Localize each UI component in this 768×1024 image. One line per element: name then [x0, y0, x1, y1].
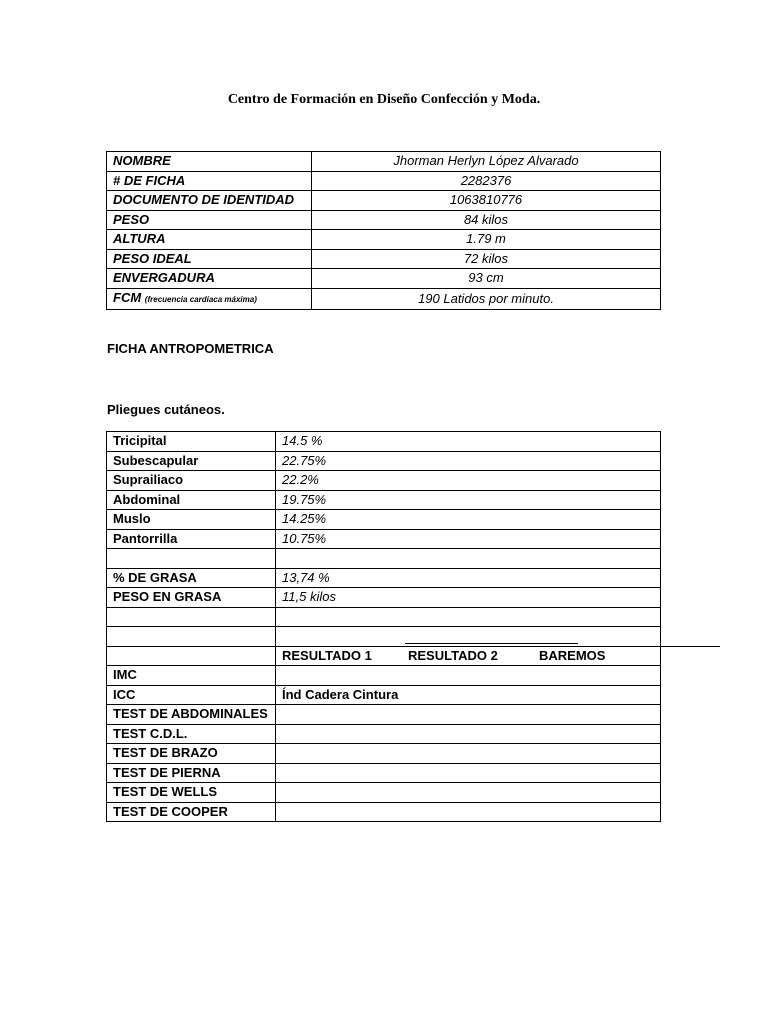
row-label: NOMBRE	[107, 152, 312, 172]
row-label: Muslo	[107, 510, 276, 530]
row-value: 22.75%	[276, 451, 661, 471]
row-label: TEST C.D.L.	[107, 724, 276, 744]
resultado-1-header: RESULTADO 1	[282, 647, 372, 663]
personal-info-table	[106, 151, 661, 310]
row-label: # DE FICHA	[107, 171, 312, 191]
row-value: 2282376	[312, 171, 661, 191]
row-label: TEST DE PIERNA	[107, 763, 276, 783]
fcm-label-cell	[107, 288, 312, 309]
row-value	[276, 744, 661, 764]
empty-row	[107, 607, 661, 627]
table-row	[107, 802, 661, 822]
table-row	[107, 568, 661, 588]
row-label: Suprailiaco	[107, 471, 276, 491]
row-label: ICC	[107, 685, 276, 705]
table-row	[107, 588, 661, 608]
row-value: 72 kilos	[312, 249, 661, 269]
table-row	[107, 230, 661, 250]
divider-line	[578, 646, 720, 647]
table-row	[107, 783, 661, 803]
row-value	[276, 763, 661, 783]
fcm-note: (frecuencia cardíaca máxima)	[144, 294, 257, 304]
table-row	[107, 685, 661, 705]
empty-cell	[107, 549, 276, 569]
row-label: IMC	[107, 666, 276, 686]
row-value: 10.75%	[276, 529, 661, 549]
row-label: Tricipital	[107, 432, 276, 452]
baremos-header: BAREMOS	[539, 647, 606, 663]
table-row	[107, 744, 661, 764]
table-row	[107, 510, 661, 530]
row-label: PESO EN GRASA	[107, 588, 276, 608]
table-row	[107, 451, 661, 471]
skinfold-table	[106, 431, 661, 822]
empty-cell	[107, 646, 276, 666]
row-value: Índ Cadera Cintura	[276, 685, 661, 705]
pliegues-heading: Pliegues cutáneos.	[107, 402, 225, 417]
row-value: 84 kilos	[312, 210, 661, 230]
empty-row	[107, 549, 661, 569]
fcm-value: 190 Latidos por minuto.	[312, 288, 661, 309]
empty-cell	[276, 549, 661, 569]
table-row	[107, 490, 661, 510]
row-label: TEST DE BRAZO	[107, 744, 276, 764]
row-value	[276, 783, 661, 803]
row-label: DOCUMENTO DE IDENTIDAD	[107, 191, 312, 211]
row-label: TEST DE ABDOMINALES	[107, 705, 276, 725]
table-row	[107, 432, 661, 452]
row-value: 22.2%	[276, 471, 661, 491]
table-row	[107, 666, 661, 686]
row-value: 13,74 %	[276, 568, 661, 588]
page-title: Centro de Formación en Diseño Confección y Moda.	[227, 92, 541, 107]
fcm-label: FCM	[113, 289, 142, 305]
row-label: Pantorrilla	[107, 529, 276, 549]
row-label: TEST DE COOPER	[107, 802, 276, 822]
empty-cell	[276, 607, 661, 627]
table-row	[107, 724, 661, 744]
row-label: PESO IDEAL	[107, 249, 312, 269]
resultado-2-header: RESULTADO 2	[408, 647, 498, 663]
row-value	[276, 724, 661, 744]
table-row	[107, 288, 661, 309]
empty-cell	[107, 607, 276, 627]
row-value	[276, 705, 661, 725]
row-value: 14.25%	[276, 510, 661, 530]
table-row	[107, 210, 661, 230]
results-header-row	[107, 646, 661, 666]
ficha-heading: FICHA ANTROPOMETRICA	[107, 341, 274, 356]
table-row	[107, 763, 661, 783]
results-header	[276, 646, 661, 666]
table-row	[107, 191, 661, 211]
row-label: % DE GRASA	[107, 568, 276, 588]
row-label: TEST DE WELLS	[107, 783, 276, 803]
divider-line	[405, 643, 578, 644]
row-value: 93 cm	[312, 269, 661, 289]
row-value	[276, 802, 661, 822]
table-row	[107, 705, 661, 725]
row-label: ALTURA	[107, 230, 312, 250]
table-row	[107, 269, 661, 289]
row-value	[276, 666, 661, 686]
row-value: Jhorman Herlyn López Alvarado	[312, 152, 661, 172]
row-label: Abdominal	[107, 490, 276, 510]
table-row	[107, 529, 661, 549]
row-label: PESO	[107, 210, 312, 230]
row-value: 14.5 %	[276, 432, 661, 452]
row-value: 19.75%	[276, 490, 661, 510]
table-row	[107, 171, 661, 191]
table-row	[107, 152, 661, 172]
table-row	[107, 249, 661, 269]
row-value: 1.79 m	[312, 230, 661, 250]
row-label: ENVERGADURA	[107, 269, 312, 289]
empty-cell	[107, 627, 276, 647]
row-label: Subescapular	[107, 451, 276, 471]
table-row	[107, 471, 661, 491]
row-value: 1063810776	[312, 191, 661, 211]
row-value: 11,5 kilos	[276, 588, 661, 608]
